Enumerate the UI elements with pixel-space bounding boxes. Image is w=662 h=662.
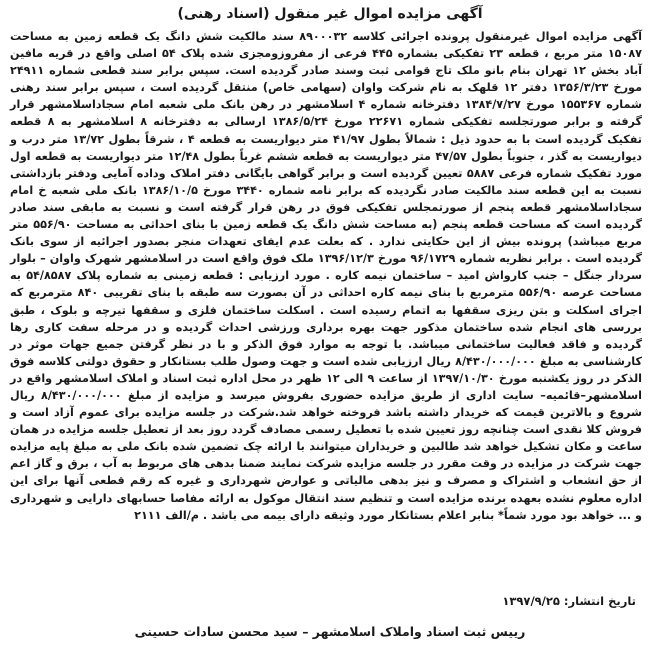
signature-line: رییس ثبت اسناد واملاک اسلامشهر – سید محسن سادات حسینی [134, 624, 526, 639]
notice-body-text: آگهی مزایده اموال غیرمنقول پرونده اجرائی کلاسه ۸۹۰۰۰۳۲ سند مالکیت شش دانگ یک قطعه زمین به مساحت ۱۵۰۸۷ متر مربع ، قطعه ۲۳ تفکیکی بشماره ۴۴۵ فرعی از مفروزومجزی شده پلاک ۵۴ اصلی واقع در قریه مافین آباد بخش ۱۲ تهران بنام بانو ملک تاج قوامی ثبت وسند صادر گردیده است. سپس برابر سند قطعی شماره ۲۴۹۱۱ مورخ ۱۳۵۶/۳/۲۳ دفتر ۱۲ قلهک به نام شرکت واوان (سهامی خاص) منتقل گردیده است ، سپس برابر سند رهنی شماره ۱۵۵۳۶۷ مورخ ۱۳۸۴/۷/۲۷ دفترخانه شماره ۴ اسلامشهر در رهن بانک ملی شعبه امام سجاداسلامشهر قرار گرفته و برابر صورتجلسه تفکیکی شماره ۲۲۶۷۱ مورخ ۱۳۸۶/۵/۲۴ ارسالی به دفترخانه ۸ اسلامشهر به ۸ قطعه تفکیک گردیده است با به حدود ذیل : شمالاً بطول ۴۱/۹۷ متر دیواریست به قطعه ۴ ، شرقاً بطول ۱۳/۷۲ متر درب و دیواریست به گذر ، جنوباً بطول ۴۷/۵۷ متر دیواریست به قطعه ششم غرباً بطول ۱۲/۴۸ متر دیواریست به قطعه اول مورد تفکیک شماره فرعی ۵۸۸۷ تعیین گردیده است و برابر گواهی بایگانی دفتر املاک وداده آمایی ودفتر بازداشتی نسبت به این قطعه سند مالکیت صادر نگردیده که برابر نامه شماره ۳۴۴۰ مورخ ۱۳۸۶/۱۰/۵ بانک ملی شعبه خ امام سجاداسلامشهر قطعه پنجم از صورتمجلس تفکیکی فوق در رهن قرار گرفته است و نسبت به مابقی سند صادر گردیده است که مساحت قطعه پنجم (به مساحت شش دانگ یک قطعه زمین با بنای احداثی به مساحت ۵۵۶/۹۰ متر مربع میباشد) پرونده بیش از این حکایتی ندارد . که بعلت عدم ایفای تعهدات منجر بصدور اجرائیه از سوی بانک گردیده است . برابر نظریه شماره ۹۶/۱۷۲۹ مورخ ۱۳۹۶/۱۲/۳ ملک فوق واقع است در اسلامشهر شهرک واوان – بلوار سردار جنگل – جنب کارواش امید – ساختمان نیمه کاره . مورد ارزیابی : قطعه زمینی به شماره پلاک ۵۴/۸۵۸۷ به مساحت عرصه ۵۵۶/۹۰ مترمربع با بنای نیمه کاره احداثی در آن بصورت سه طبقه با بنای تقریبی ۸۴۰ مترمربع که اجرای اسکلت و بتن ریزی سقفها به اتمام رسیده است . اسکلت ساختمان فلزی و سقفها تیرچه و بلوک ، طبق بررسی های انجام شده ساختمان مذکور جهت بهره برداری ورزشی احداث گردیده و در مرحله سفت کاری رها گردیده و فاقد فعالیت ساختمانی میباشد. با توجه به موارد فوق الذکر و با در نظر گرفتن جمیع جهات موثر در کارشناسی به مبلغ ۸/۴۳۰/۰۰۰/۰۰۰ ریال ارزیابی شده است و جهت وصول طلب بستانکار و حقوق دولتی کلاسه فوق الذکر در روز یکشنبه مورخ ۱۳۹۷/۱۰/۳۰ از ساعت ۹ الی ۱۲ ظهر در محل اداره ثبت اسناد و املاک اسلامشهر واقع در اسلامشهر–قائمیه– سایت اداری از طریق مزایده حضوری بفروش میرسد و مزایده از مبلغ ۸/۴۳۰/۰۰۰/۰۰۰ ریال شروع و بالاترین قیمت که خریدار داشته باشد فروخته خواهد شد.شرکت در جلسه مزایده برای عموم آزاد است و فروش کلا نقدی است چنانچه روز تعیین شده با تعطیل رسمی مصادف گردد روز بعد از تعطیل جلسه مزایده در همان ساعت و مکان تشکیل خواهد شد طالبین و خریداران میتوانند با ارائه چک تضمین شده بانک ملی به مبلغ پایه مزایده جهت شرکت در مزایده در وقت مقرر در جلسه مزایده شرکت نمایند ضمنا بدهی های مربوط به آب ، برق و گاز اعم از حق انشعاب و اشتراک و مصرف و نیز بدهی مالیاتی و عوارض شهرداری و غیره که رقم قطعی آنها برای این اداره معلوم نشده بعهده برنده مزایده است و تنظیم سند انتقال موکول به ارائه مفاصا حسابهای دارایی و شهرداری و ... خواهد بود مورد شماً* بنابر اعلام بستانکار مورد وثیقه دارای بیمه می باشد . م/الف ۲۱۱۱ [10, 30, 643, 522]
auction-notice [4, 0, 656, 658]
notice-title: آگهی مزایده اموال غیر منقول (اسناد رهنی) [177, 6, 483, 22]
publication-date: تاریخ انتشار: ۱۳۹۷/۹/۲۵ [502, 594, 636, 608]
notice-body [4, 28, 656, 524]
